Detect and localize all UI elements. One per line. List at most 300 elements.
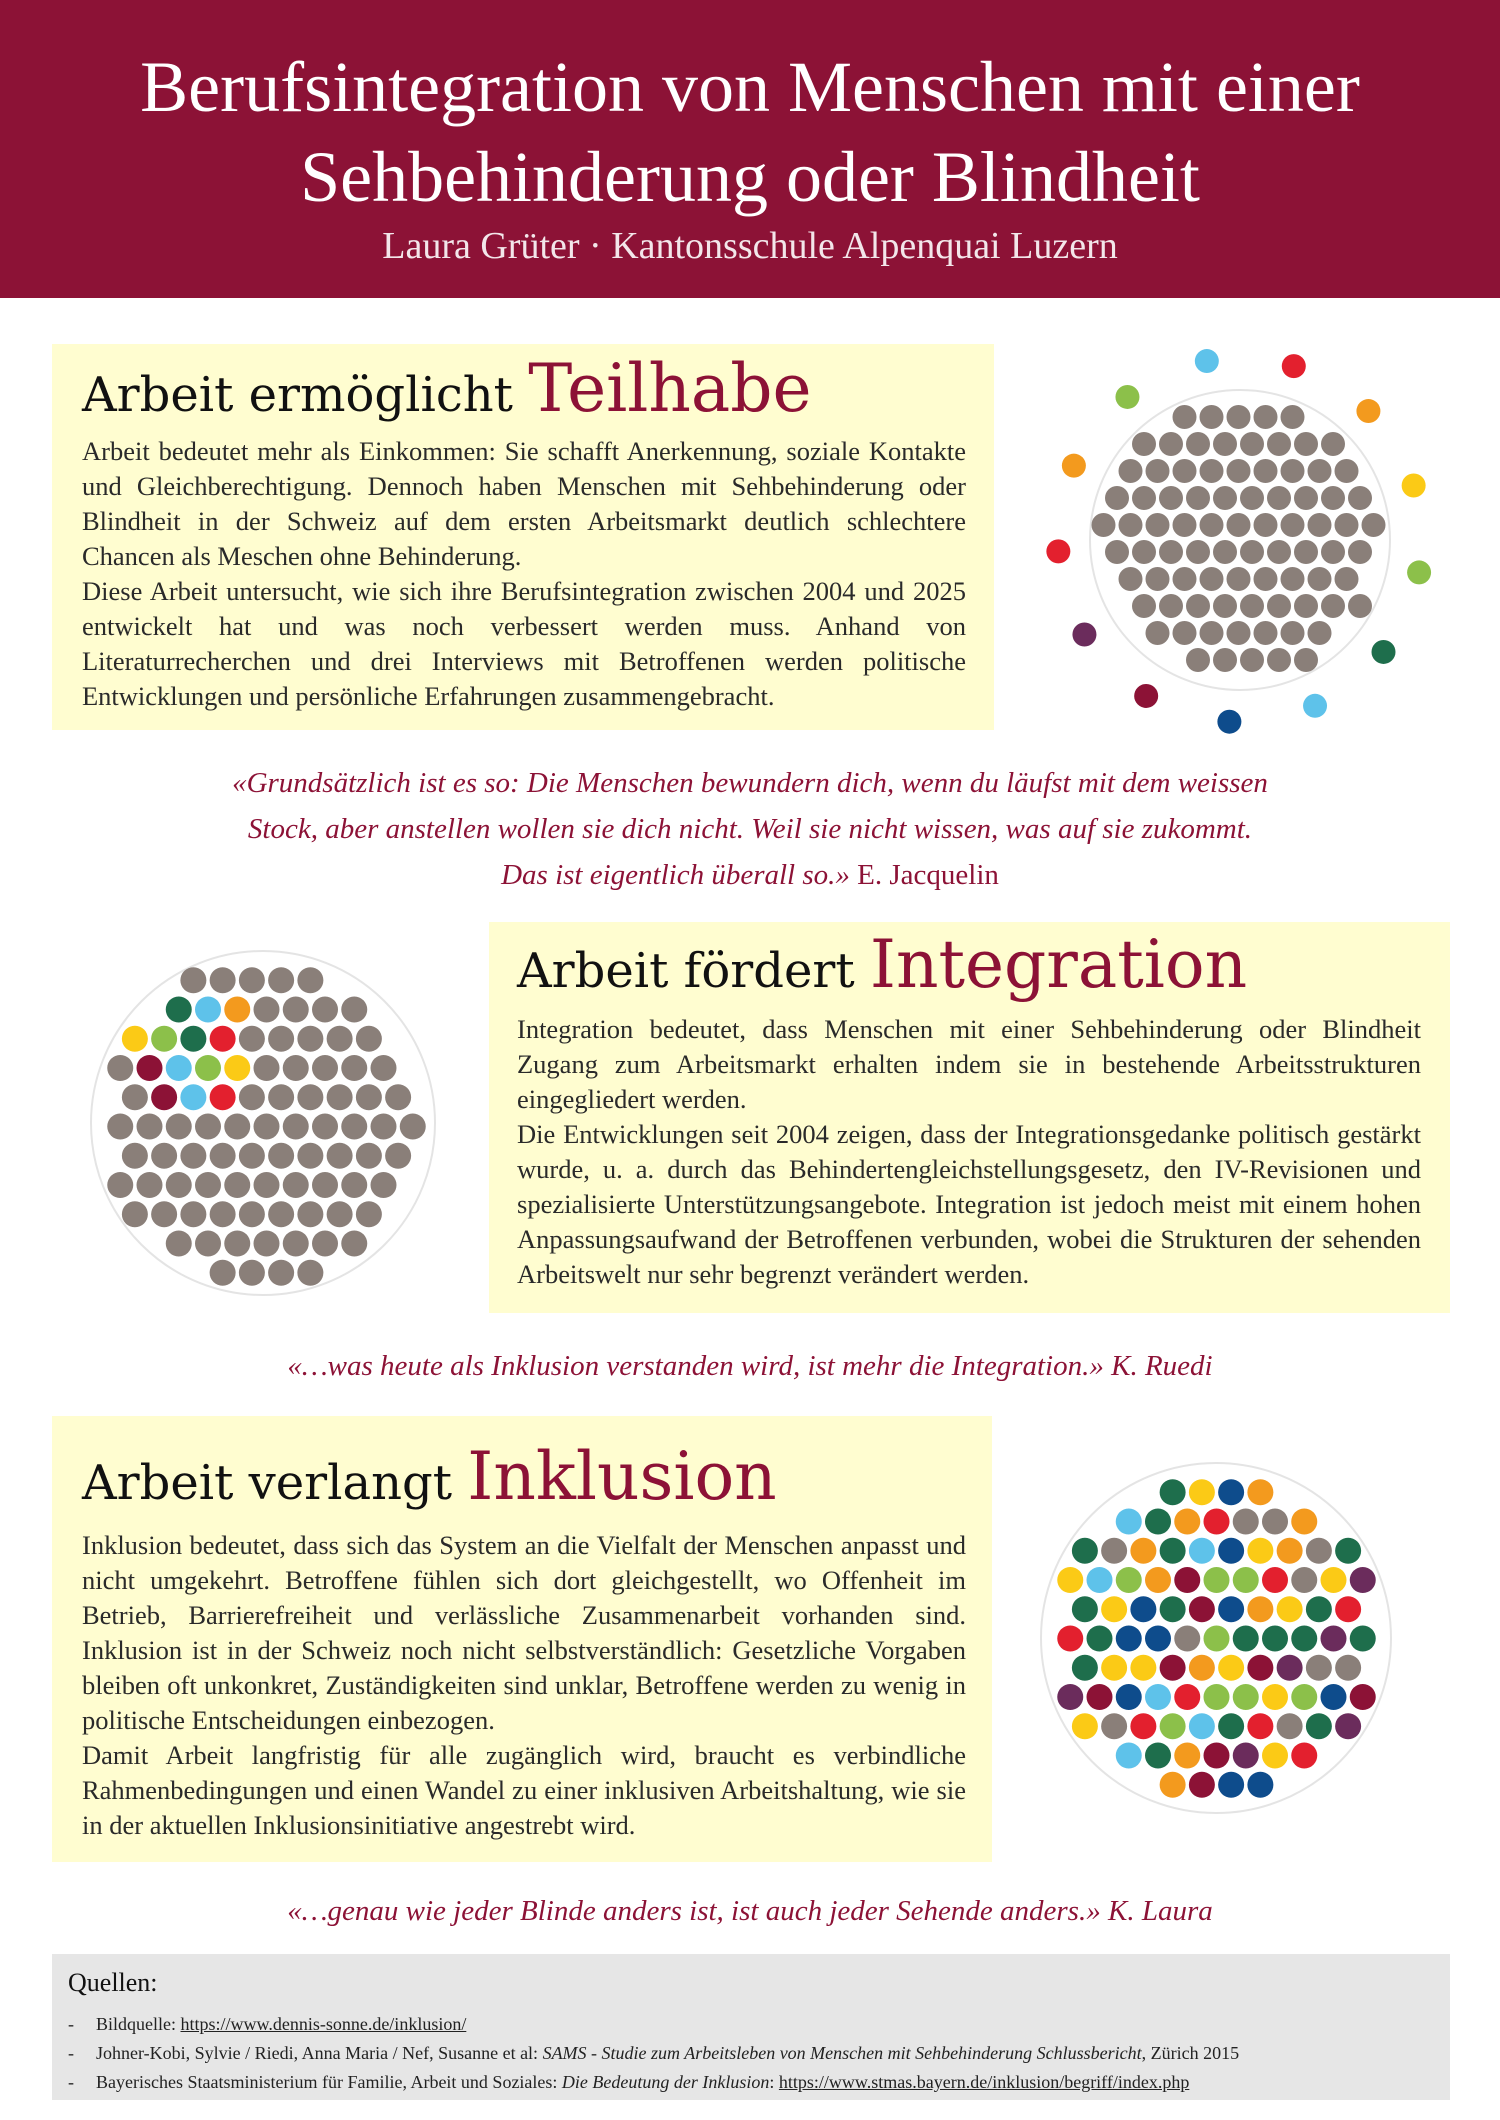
dot bbox=[1362, 513, 1386, 537]
dot bbox=[283, 1114, 309, 1140]
dot bbox=[1213, 540, 1237, 564]
dot bbox=[1294, 432, 1318, 456]
dot bbox=[341, 1231, 367, 1257]
dot bbox=[297, 967, 323, 993]
dot bbox=[1335, 567, 1359, 591]
page-title-line1: Berufsintegration von Menschen mit einer bbox=[140, 47, 1360, 127]
dot bbox=[1227, 513, 1251, 537]
section-heading bbox=[517, 926, 1248, 1006]
dot bbox=[1132, 486, 1156, 510]
dot bbox=[356, 1026, 382, 1052]
source-link[interactable]: https://www.stmas.bayern.de/inklusion/begriff/index.php bbox=[778, 2072, 1190, 2092]
dot bbox=[327, 1201, 353, 1227]
dot bbox=[239, 1084, 265, 1110]
inclusion-dots-icon bbox=[1036, 1458, 1396, 1822]
dot bbox=[151, 1026, 177, 1052]
dot bbox=[1189, 1655, 1215, 1681]
paragraph: Die Entwicklungen seit 2004 zeigen, dass der Integrationsgedanke politisch gestärkt wurde, u. a. durch das Behindertengleichstellungsgesetz, den IV-Revisionen und spezialisierte Unterstützungsangebote. Integration ist jedoch meist mit einem hohen Anpassungsaufwand der Betroffenen verbunden, wobei die Strukturen der sehenden Arbeitswelt nur sehr begrenzt verändert werden. bbox=[517, 1119, 1421, 1289]
dot bbox=[1057, 1684, 1083, 1710]
dot bbox=[254, 997, 280, 1023]
dot bbox=[1116, 1684, 1142, 1710]
dot bbox=[1247, 1655, 1273, 1681]
dot bbox=[239, 1143, 265, 1169]
dot bbox=[210, 1026, 236, 1052]
dot bbox=[166, 1055, 192, 1081]
dot bbox=[1105, 486, 1129, 510]
dot bbox=[137, 1055, 163, 1081]
source-title: SAMS - Studie zum Arbeitsleben von Menschen mit Sehbehinderung Schlussbericht bbox=[542, 2043, 1142, 2063]
dot bbox=[1145, 1509, 1171, 1535]
dot bbox=[1356, 399, 1380, 423]
dot bbox=[1101, 1655, 1127, 1681]
dot bbox=[1227, 567, 1251, 591]
dot bbox=[1119, 459, 1143, 483]
dot bbox=[1281, 567, 1305, 591]
dot bbox=[1046, 539, 1070, 563]
quote-author: K. Laura bbox=[1107, 1895, 1213, 1927]
dot bbox=[1116, 1567, 1142, 1593]
dot bbox=[1200, 513, 1224, 537]
dot bbox=[1087, 1684, 1113, 1710]
dot bbox=[1277, 1713, 1303, 1739]
dot bbox=[1233, 1567, 1259, 1593]
dot bbox=[1306, 1596, 1332, 1622]
dot bbox=[137, 1172, 163, 1198]
dot bbox=[297, 1026, 323, 1052]
dot bbox=[1101, 1538, 1127, 1564]
dot bbox=[180, 1026, 206, 1052]
dot bbox=[137, 1114, 163, 1140]
dot bbox=[166, 1231, 192, 1257]
dot bbox=[1160, 1538, 1186, 1564]
dot bbox=[1321, 486, 1345, 510]
dot bbox=[254, 1172, 280, 1198]
dot bbox=[1282, 354, 1306, 378]
dot bbox=[1116, 1743, 1142, 1769]
dot bbox=[1159, 432, 1183, 456]
dot bbox=[195, 1231, 221, 1257]
paragraph: Integration bedeutet, dass Menschen mit einer Sehbehinderung oder Blindheit Zugang zum Arbeitsmarkt erhalten indem sie in bestehende Arbeitsstrukturen eingegliedert werden. bbox=[517, 1014, 1421, 1114]
dot bbox=[1213, 486, 1237, 510]
dot bbox=[1291, 1567, 1317, 1593]
dot bbox=[1350, 1684, 1376, 1710]
dot bbox=[1119, 513, 1143, 537]
dot bbox=[1186, 594, 1210, 618]
source-text: Johner-Kobi, Sylvie / Riedi, Anna Maria / Nef, Susanne et al: bbox=[96, 2043, 543, 2063]
dot bbox=[268, 1260, 294, 1286]
dot bbox=[385, 1084, 411, 1110]
dot bbox=[356, 1201, 382, 1227]
dot bbox=[1116, 1626, 1142, 1652]
quote-line: «…was heute als Inklusion verstanden wird, ist mehr die Integration.» bbox=[287, 1350, 1112, 1382]
paragraph: Inklusion bedeutet, dass sich das System an die Vielfalt der Menschen anpasst und nicht umgekehrt. Betroffene fühlen sich dort gleichgestellt, wo Offenheit im Betrieb, Barrierefreiheit und verlässliche Zusammenarbeit vorhanden sind. Inklusion ist in der Schweiz noch nicht selbstverständlich: Gesetzliche Vorgaben bleiben oft unkonkret, Zuständigkeiten sind unklar, Betroffene werden zu wenig in politische Entscheidungen einbezogen. bbox=[82, 1530, 966, 1735]
dot bbox=[1173, 513, 1197, 537]
sources-list bbox=[68, 2010, 1239, 2097]
dot bbox=[1132, 432, 1156, 456]
dot bbox=[1335, 1713, 1361, 1739]
dot bbox=[1277, 1655, 1303, 1681]
dot bbox=[210, 1143, 236, 1169]
dot bbox=[1087, 1626, 1113, 1652]
dot bbox=[1218, 1655, 1244, 1681]
dot bbox=[1174, 1684, 1200, 1710]
dot bbox=[122, 1026, 148, 1052]
dot bbox=[107, 1114, 133, 1140]
dot bbox=[1227, 621, 1251, 645]
dot bbox=[1145, 1626, 1171, 1652]
source-text: Bildquelle: bbox=[96, 2014, 181, 2034]
dot bbox=[1262, 1567, 1288, 1593]
dot bbox=[1159, 486, 1183, 510]
dot bbox=[151, 1201, 177, 1227]
dot bbox=[195, 1055, 221, 1081]
dot bbox=[254, 1055, 280, 1081]
dot bbox=[1247, 1713, 1273, 1739]
sources-panel bbox=[52, 1954, 1450, 2100]
dot bbox=[327, 1143, 353, 1169]
dot bbox=[1262, 1684, 1288, 1710]
dot bbox=[1321, 594, 1345, 618]
dot bbox=[1240, 432, 1264, 456]
dot bbox=[341, 1055, 367, 1081]
dot bbox=[195, 1114, 221, 1140]
dot bbox=[283, 997, 309, 1023]
dot bbox=[1218, 1713, 1244, 1739]
dot bbox=[1160, 1479, 1186, 1505]
section-text bbox=[82, 1528, 966, 1843]
dot bbox=[297, 1143, 323, 1169]
dot bbox=[1145, 1567, 1171, 1593]
dot bbox=[1072, 1713, 1098, 1739]
dot bbox=[283, 1231, 309, 1257]
dot bbox=[1303, 694, 1327, 718]
dot bbox=[385, 1143, 411, 1169]
dot bbox=[312, 1231, 338, 1257]
quote-line: «Grundsätzlich ist es so: Die Menschen bewundern dich, wenn du läufst mit dem weissen bbox=[232, 767, 1268, 799]
dot bbox=[1218, 1479, 1244, 1505]
dot bbox=[1218, 1538, 1244, 1564]
section-integration bbox=[489, 922, 1450, 1313]
dot bbox=[400, 1114, 426, 1140]
sources-heading: Quellen: bbox=[68, 1968, 158, 1997]
dot bbox=[1254, 621, 1278, 645]
source-item: - Bayerisches Staatsministerium für Familie, Arbeit und Soziales: Die Bedeutung der Inklusion: https://www.stmas.bayern.de/inklusion/begriff/index.php bbox=[68, 2072, 1190, 2092]
dot bbox=[107, 1055, 133, 1081]
dot bbox=[1200, 567, 1224, 591]
dot bbox=[1254, 405, 1278, 429]
dot bbox=[1321, 432, 1345, 456]
dot bbox=[195, 1172, 221, 1198]
dot bbox=[1233, 1626, 1259, 1652]
dot bbox=[1195, 349, 1219, 373]
dot bbox=[1262, 1626, 1288, 1652]
dot bbox=[1308, 567, 1332, 591]
dot bbox=[1174, 1626, 1200, 1652]
dot bbox=[1173, 459, 1197, 483]
dot bbox=[1218, 1596, 1244, 1622]
paragraph: Damit Arbeit langfristig für alle zugänglich wird, braucht es verbindliche Rahmenbedingungen und einen Wandel zu einer inklusiven Arbeitshaltung, wie sie in der aktuellen Inklusionsinitiative angestrebt wird. bbox=[82, 1740, 966, 1840]
dot bbox=[1130, 1538, 1156, 1564]
dot bbox=[1294, 594, 1318, 618]
quote-ruedi bbox=[0, 1343, 1500, 1389]
dot bbox=[224, 1231, 250, 1257]
dot bbox=[1277, 1596, 1303, 1622]
dot bbox=[1267, 486, 1291, 510]
dot bbox=[1227, 405, 1251, 429]
dot bbox=[1146, 567, 1170, 591]
dot bbox=[1130, 1713, 1156, 1739]
dot bbox=[195, 997, 221, 1023]
dot bbox=[1087, 1567, 1113, 1593]
paragraph: Arbeit bedeutet mehr als Einkommen: Sie schafft Anerkennung, soziale Kontakte und Gleichberechtigung. Dennoch haben Menschen mit Sehbehinderung oder Blindheit in der Schweiz auf dem ersten Arbeitsmarkt deutlich schlechtere Chancen als Meschen ohne Behinderung. bbox=[82, 436, 966, 571]
section-heading bbox=[82, 350, 812, 430]
dot bbox=[1132, 594, 1156, 618]
dot bbox=[1402, 473, 1426, 497]
dot bbox=[1072, 1655, 1098, 1681]
dot bbox=[1072, 1596, 1098, 1622]
dot bbox=[283, 1055, 309, 1081]
dot bbox=[1247, 1538, 1273, 1564]
dot bbox=[1267, 432, 1291, 456]
section-text bbox=[517, 1012, 1421, 1292]
dot bbox=[1146, 459, 1170, 483]
dot bbox=[1204, 1684, 1230, 1710]
heading-prefix: Arbeit ermöglicht bbox=[82, 367, 513, 423]
dot bbox=[1092, 513, 1116, 537]
dot bbox=[254, 1231, 280, 1257]
dot bbox=[1189, 1596, 1215, 1622]
dot bbox=[1308, 513, 1332, 537]
dot bbox=[268, 967, 294, 993]
dot bbox=[1227, 459, 1251, 483]
dot bbox=[1134, 684, 1158, 708]
dot bbox=[1233, 1743, 1259, 1769]
dot bbox=[210, 1084, 236, 1110]
dot bbox=[1159, 594, 1183, 618]
dot bbox=[122, 1201, 148, 1227]
dot bbox=[1130, 1655, 1156, 1681]
dot bbox=[341, 1172, 367, 1198]
dot bbox=[1145, 1684, 1171, 1710]
heading-accent: Teilhabe bbox=[528, 350, 812, 427]
dot bbox=[1308, 459, 1332, 483]
source-text: Bayerisches Staatsministerium für Familie, Arbeit und Soziales: bbox=[96, 2072, 562, 2092]
dot bbox=[224, 997, 250, 1023]
dot bbox=[268, 1143, 294, 1169]
dot bbox=[1062, 454, 1086, 478]
dot bbox=[1281, 513, 1305, 537]
dot bbox=[1145, 1743, 1171, 1769]
dot bbox=[1306, 1538, 1332, 1564]
dot bbox=[1057, 1626, 1083, 1652]
dot bbox=[1348, 486, 1372, 510]
dot bbox=[327, 1026, 353, 1052]
section-heading bbox=[82, 1438, 777, 1518]
dot bbox=[1119, 567, 1143, 591]
dot bbox=[1267, 594, 1291, 618]
quote-author: K. Ruedi bbox=[1111, 1350, 1213, 1382]
dot bbox=[224, 1114, 250, 1140]
dot bbox=[283, 1172, 309, 1198]
source-item: - Johner-Kobi, Sylvie / Riedi, Anna Maria / Nef, Susanne et al: SAMS - Studie zum Arbeitsleben von Menschen mit Sehbehinderung Schlussbericht, Zürich 2015 bbox=[68, 2043, 1240, 2063]
dot bbox=[1308, 621, 1332, 645]
heading-accent: Integration bbox=[869, 926, 1248, 1003]
dot bbox=[239, 1260, 265, 1286]
dot bbox=[1247, 1479, 1273, 1505]
source-suffix: , Zürich 2015 bbox=[1141, 2043, 1240, 2063]
dot bbox=[1189, 1538, 1215, 1564]
dot bbox=[1372, 640, 1396, 664]
dot bbox=[371, 1055, 397, 1081]
dot bbox=[1267, 648, 1291, 672]
dot bbox=[1321, 1626, 1347, 1652]
dot bbox=[1173, 405, 1197, 429]
dot bbox=[210, 1201, 236, 1227]
dot bbox=[1294, 540, 1318, 564]
page-subtitle: Laura Grüter · Kantonsschule Alpenquai Luzern bbox=[382, 225, 1118, 267]
dot bbox=[1254, 513, 1278, 537]
dot bbox=[1262, 1509, 1288, 1535]
dot bbox=[151, 1084, 177, 1110]
dot bbox=[180, 1084, 206, 1110]
dot bbox=[1321, 1567, 1347, 1593]
dot bbox=[1407, 560, 1431, 584]
dot bbox=[239, 1026, 265, 1052]
dot bbox=[1146, 621, 1170, 645]
dot bbox=[268, 1026, 294, 1052]
dot bbox=[1233, 1509, 1259, 1535]
dot bbox=[356, 1143, 382, 1169]
dot bbox=[1116, 1509, 1142, 1535]
dot bbox=[1306, 1713, 1332, 1739]
dot bbox=[1213, 648, 1237, 672]
dot bbox=[1348, 594, 1372, 618]
paragraph: Diese Arbeit untersucht, wie sich ihre Berufsintegration zwischen 2004 und 2025 entwickelt hat und was noch verbessert werden muss. Anhand von Literaturrecherchen und drei Interviews mit Betroffenen werden politische Entwicklungen und persönliche Erfahrungen zusammengebracht. bbox=[82, 576, 966, 711]
dot bbox=[1200, 405, 1224, 429]
dot bbox=[1291, 1743, 1317, 1769]
dot bbox=[107, 1172, 133, 1198]
dot bbox=[180, 967, 206, 993]
dot bbox=[268, 1201, 294, 1227]
dot bbox=[1200, 459, 1224, 483]
section-teilhabe bbox=[52, 344, 994, 730]
dot bbox=[341, 997, 367, 1023]
dot bbox=[210, 967, 236, 993]
exclusion-dots-icon bbox=[1040, 340, 1440, 744]
dot bbox=[312, 997, 338, 1023]
dot bbox=[1186, 648, 1210, 672]
dot bbox=[327, 1084, 353, 1110]
page-title-line2: Sehbehinderung oder Blindheit bbox=[300, 137, 1200, 217]
dot bbox=[1291, 1684, 1317, 1710]
dot bbox=[1189, 1713, 1215, 1739]
dot bbox=[239, 1201, 265, 1227]
source-item: - Bildquelle: https://www.dennis-sonne.de/inklusion/ bbox=[68, 2014, 467, 2034]
section-text bbox=[82, 434, 966, 714]
dot bbox=[1233, 1684, 1259, 1710]
dot bbox=[1072, 622, 1096, 646]
quote-line: Das ist eigentlich überall so.» bbox=[501, 859, 858, 891]
dot bbox=[1335, 1538, 1361, 1564]
dot bbox=[239, 967, 265, 993]
header-banner bbox=[0, 0, 1500, 298]
quote-line: Stock, aber anstellen wollen sie dich nicht. Weil sie nicht wissen, was auf sie zukommt. bbox=[247, 813, 1253, 845]
quote-author: E. Jacquelin bbox=[857, 859, 999, 891]
dot bbox=[1254, 459, 1278, 483]
dot bbox=[1204, 1743, 1230, 1769]
dot bbox=[180, 1143, 206, 1169]
source-link[interactable]: https://www.dennis-sonne.de/inklusion/ bbox=[180, 2014, 467, 2034]
dot bbox=[1335, 1596, 1361, 1622]
dot bbox=[166, 997, 192, 1023]
heading-accent: Inklusion bbox=[467, 1438, 777, 1515]
integration-dots-icon bbox=[88, 948, 438, 1302]
dot bbox=[1262, 1743, 1288, 1769]
dot bbox=[1160, 1655, 1186, 1681]
dot bbox=[122, 1084, 148, 1110]
dot bbox=[268, 1084, 294, 1110]
dot bbox=[1115, 385, 1139, 409]
dot bbox=[371, 1114, 397, 1140]
dot bbox=[1247, 1772, 1273, 1798]
dot bbox=[151, 1143, 177, 1169]
circle-outline bbox=[1090, 390, 1390, 690]
quote-line: «…genau wie jeder Blinde anders ist, ist auch jeder Sehende anders.» bbox=[287, 1895, 1108, 1927]
heading-prefix: Arbeit fördert bbox=[517, 943, 855, 999]
dot bbox=[1240, 648, 1264, 672]
dot bbox=[1186, 486, 1210, 510]
dot bbox=[356, 1084, 382, 1110]
dot bbox=[312, 1114, 338, 1140]
dot bbox=[1174, 1567, 1200, 1593]
dot bbox=[1160, 1713, 1186, 1739]
dot bbox=[1240, 594, 1264, 618]
dot bbox=[1277, 1538, 1303, 1564]
dot bbox=[1306, 1655, 1332, 1681]
dot bbox=[166, 1172, 192, 1198]
dot bbox=[1186, 540, 1210, 564]
source-suffix: : bbox=[769, 2072, 779, 2092]
section-inklusion bbox=[52, 1416, 992, 1862]
dot bbox=[1204, 1626, 1230, 1652]
dot bbox=[1321, 1684, 1347, 1710]
dot bbox=[1204, 1509, 1230, 1535]
dot bbox=[180, 1201, 206, 1227]
dot bbox=[210, 1260, 236, 1286]
dot bbox=[1335, 513, 1359, 537]
dot bbox=[297, 1084, 323, 1110]
heading-prefix: Arbeit verlangt bbox=[82, 1455, 453, 1511]
dot bbox=[1200, 621, 1224, 645]
dot bbox=[1281, 459, 1305, 483]
dot bbox=[1350, 1567, 1376, 1593]
dot bbox=[1254, 567, 1278, 591]
source-title: Die Bedeutung der Inklusion bbox=[561, 2072, 770, 2092]
dot bbox=[1159, 540, 1183, 564]
dot bbox=[1174, 1743, 1200, 1769]
dot bbox=[1294, 486, 1318, 510]
dot bbox=[1174, 1509, 1200, 1535]
dot bbox=[1105, 540, 1129, 564]
dot bbox=[166, 1114, 192, 1140]
dot bbox=[297, 1260, 323, 1286]
dot bbox=[1101, 1596, 1127, 1622]
dot bbox=[371, 1172, 397, 1198]
quote-last-line bbox=[0, 852, 1500, 898]
dot bbox=[1132, 540, 1156, 564]
dot bbox=[1173, 621, 1197, 645]
dot bbox=[1291, 1509, 1317, 1535]
